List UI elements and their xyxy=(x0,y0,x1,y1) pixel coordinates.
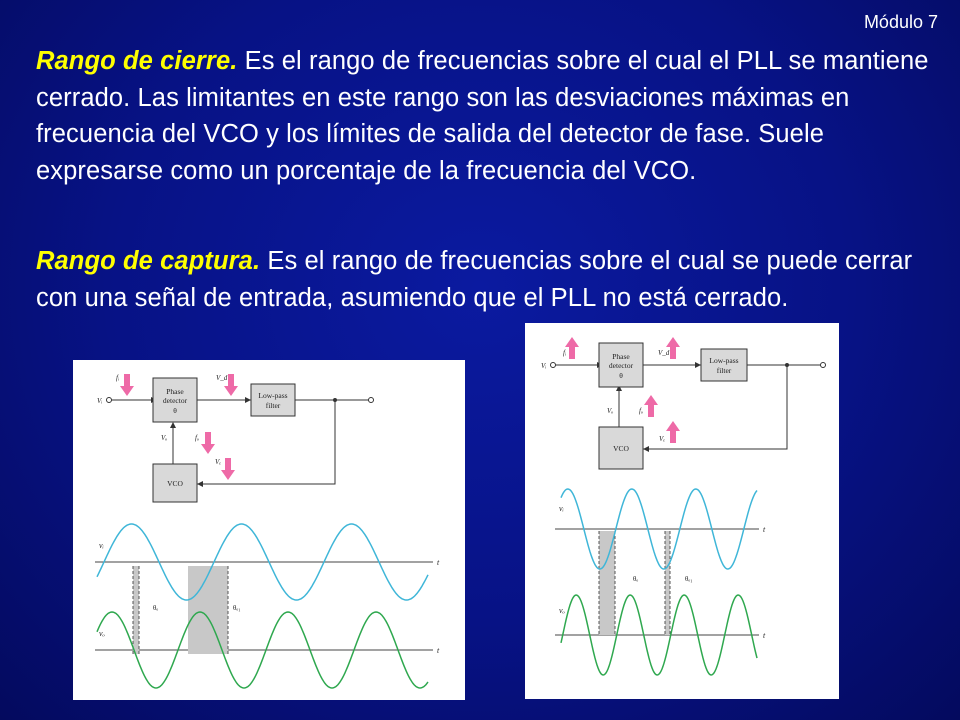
wave-in-label: vᵢ xyxy=(99,541,104,550)
wave-out-label: vₒ xyxy=(99,629,105,638)
ve-label: Vₑ xyxy=(659,435,666,443)
term-capture-range: Rango de captura. xyxy=(36,247,261,275)
filter-label: filter xyxy=(716,366,732,375)
lowpass-filter-block xyxy=(701,349,747,381)
theta-label: θ xyxy=(173,406,177,415)
output-terminal xyxy=(821,363,826,368)
paragraph-capture-range xyxy=(36,243,942,316)
vco-label: VCO xyxy=(167,479,183,488)
arrowhead xyxy=(197,481,203,487)
lowpass-filter-block xyxy=(251,384,295,416)
fe-down-arrow xyxy=(221,458,235,480)
ve-label: Vₑ xyxy=(215,458,222,466)
fe-up-arrow xyxy=(666,421,680,443)
input-terminal xyxy=(107,398,112,403)
pll-lock-figure xyxy=(73,360,465,700)
phase-error-shade-wide xyxy=(599,531,615,635)
fo-label: fₒ xyxy=(195,434,199,442)
axis-t-label: t xyxy=(763,631,766,640)
lowpass-label: Low-pass xyxy=(709,356,739,365)
arrowhead xyxy=(170,422,176,428)
fo-down-arrow xyxy=(201,432,215,454)
input-terminal xyxy=(551,363,556,368)
text-capture-range: Es el rango de frecuencias sobre el cual se puede cerrar con una señal de entrada, asumiendo que el PLL no está cerrado. xyxy=(36,247,913,312)
phase-error-shade xyxy=(133,566,139,654)
vd-label: V_d xyxy=(216,374,228,382)
vco-label: VCO xyxy=(613,444,629,453)
wave-out-label: vₒ xyxy=(559,606,565,615)
vd-label: V_d xyxy=(658,349,670,357)
axis-t-label: t xyxy=(437,646,440,655)
theta-label: θ xyxy=(619,371,623,380)
axis-t-label: t xyxy=(763,525,766,534)
vo-label: Vₒ xyxy=(607,407,614,415)
theta-e1-label: θₑ₁ xyxy=(685,575,693,583)
paragraph-lock-range xyxy=(36,43,942,189)
output-terminal xyxy=(369,398,374,403)
detector-label: detector xyxy=(162,396,188,405)
arrowhead xyxy=(245,397,251,403)
fi-label: fᵢ xyxy=(116,374,120,382)
vi-label: Vᵢ xyxy=(541,362,547,370)
theta-e-label: θₑ xyxy=(153,604,159,612)
text-lock-range: Es el rango de frecuencias sobre el cual el PLL se mantiene cerrado. Las limitantes en este rango son las desviaciones máximas en frecuencia del VCO y los límites de salida del detector de fase. Suele expresarse como un porcentaje de la frecuencia del VCO. xyxy=(36,47,929,185)
theta-e1-label: θₑ₁ xyxy=(233,604,241,612)
theta-e-label: θₑ xyxy=(633,575,639,583)
vi-label: Vᵢ xyxy=(97,397,103,405)
fi-down-arrow xyxy=(120,374,134,396)
module-label: Módulo 7 xyxy=(863,12,938,32)
pll-lock-diagram xyxy=(73,360,465,700)
fi-label: fᵢ xyxy=(563,349,567,357)
phase-label: Phase xyxy=(166,387,184,396)
pll-capture-diagram xyxy=(525,323,839,699)
phase-error-shade-wide xyxy=(188,566,228,654)
pll-capture-figure xyxy=(525,323,839,699)
wave-in-label: vᵢ xyxy=(559,504,564,513)
detector-label: detector xyxy=(608,361,634,370)
phase-error-shade xyxy=(665,531,670,635)
junction-dot xyxy=(785,363,789,367)
vo-label: Vₒ xyxy=(161,434,168,442)
junction-dot xyxy=(333,398,337,402)
lowpass-label: Low-pass xyxy=(258,391,288,400)
fi-up-arrow xyxy=(565,337,579,359)
arrowhead xyxy=(643,446,649,452)
axis-t-label: t xyxy=(437,558,440,567)
fo-up-arrow xyxy=(644,395,658,417)
fo-label: fₒ xyxy=(639,407,643,415)
filter-label: filter xyxy=(265,401,281,410)
arrowhead xyxy=(695,362,701,368)
term-lock-range: Rango de cierre. xyxy=(36,47,238,75)
phase-label: Phase xyxy=(612,352,630,361)
